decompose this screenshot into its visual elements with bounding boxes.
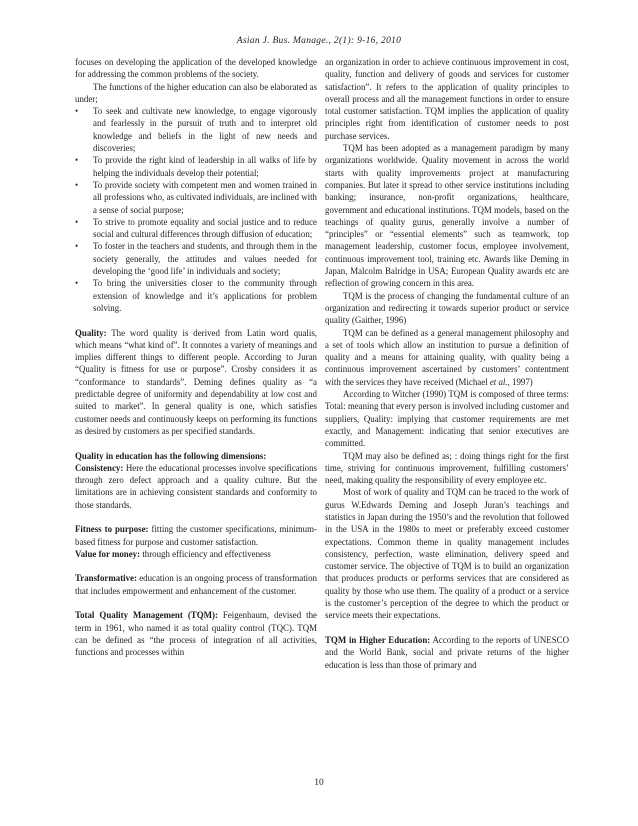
bullet-icon: • <box>75 278 79 289</box>
consistency-paragraph: Consistency: Here the educational processes involve specifications through zero defect approach and a quality culture. But the limitations are in achieving consistent standards and conformity to those standards. <box>75 462 317 510</box>
intro-paragraph: focuses on developing the application of the developed knowledge for addressing the common problems of the society. <box>75 57 317 80</box>
tqm-paradigm-paragraph: TQM has been adopted as a management paradigm by many organizations worldwide. Quality movement in across the world starts with quality improvements project at manufacturing companies. But later it spread to other service institutions including banking; insurance, non-profit organizations, healthcare, government and educational institutions. TQM models, based on the teachings of quality gurus, generally involve a number of “principles” or “essential elements” such as teamwork, top management leadership, customer focus, employee involvement, continuous improvement tool, training etc. Awards like Deming in Japan, Malcolm Balridge in USA; European Quality awards etc are reflection of growing concern in this area. <box>325 143 569 289</box>
bullet-icon: • <box>75 179 79 190</box>
left-column <box>75 56 317 659</box>
tqm-term: Total Quality Management (TQM): <box>75 610 218 621</box>
functions-intro: The functions of the higher education can also be elaborated as under; <box>75 81 317 104</box>
tqm-higher-education-paragraph: TQM in Higher Education: According to the reports of UNESCO and the World Bank, social and private returns of the higher education is less than those of primary and <box>325 634 569 670</box>
functions-list <box>75 105 317 314</box>
value-term: Value for money: <box>75 548 141 559</box>
quality-dimensions-heading: Quality in education has the following dimensions: <box>75 450 267 461</box>
tqm-definition-paragraph: TQM can be defined as a general management philosophy and a set of tools which allow an institution to pursue a definition of quality and a means for attaining quality, with quality being a continuous improvement ascertained by customers’ contentment with the services they have received (Michael et al., 1997) <box>325 327 569 387</box>
consistency-term: Consistency: <box>75 462 124 473</box>
tqm-higher-education-term: TQM in Higher Education: <box>325 634 431 645</box>
tqm-culture-paragraph: TQM is the process of changing the fundamental culture of an organization and redirecting it towards superior product or service quality (Gaither, 1996) <box>325 290 569 326</box>
fitness-term: Fitness to purpose: <box>75 524 149 535</box>
bullet-icon: • <box>75 216 79 227</box>
witcher-paragraph: According to Witcher (1990) TQM is composed of three terms: Total: meaning that every person is involved including customer and suppliers, Quality: implying that customer requirements are met exactly, and Management: indicating that senior executives are committed. <box>325 389 569 449</box>
list-item: • To provide the right kind of leadership in all walks of life by helping the individuals develop their potential; <box>75 155 317 178</box>
bullet-icon: • <box>75 155 79 166</box>
list-item: • To seek and cultivate new knowledge, to engage vigorously and fearlessly in the pursuit of truth and to interpret old knowledge and beliefs in the light of new needs and discoveries; <box>75 106 317 154</box>
transformative-term: Transformative: <box>75 573 137 584</box>
tqm-continuation-paragraph: an organization in order to achieve continuous improvement in cost, quality, function and delivery of goods and services for customer satisfaction”. It refers to the application of quality principles to overall process and all the management functions in order to ensure total customer satisfaction. TQM implies the application of quality principles right from identification of customer needs to post purchase services. <box>325 57 569 141</box>
transformative-paragraph: Transformative: education is an ongoing process of transformation that includes empowerment and enhancement of the customer. <box>75 573 317 596</box>
fitness-paragraph: Fitness to purpose: fitting the customer specifications, minimum-based fitness for purpose and customer satisfaction. <box>75 524 317 547</box>
list-item: • To foster in the teachers and students, and through them in the society generally, the attitudes and values needed for developing the ‘good life’ in individuals and society; <box>75 241 317 277</box>
quality-term: Quality: <box>75 327 107 338</box>
tqm-paragraph: Total Quality Management (TQM): Feigenbaum, devised the term in 1961, who named it as total quality control (TQC). TQM can be defined as “the process of integration of all activities, functions and processes within <box>75 610 317 658</box>
list-item: • To provide society with competent men and women trained in all professions who, as cultivated individuals, are inclined with a sense of social purpose; <box>75 179 317 215</box>
quality-paragraph: Quality: The word quality is derived from Latin word qualis, which means “what kind of”. It connotes a variety of meanings and implies different things to different people. According to Juran “Quality is fitness for use or purpose”. Crosby considers it as “conformance to standards”. Deming defines quality as “a predictable degree of uniformity and dependability at low cost and suited to market”. In general quality is one, which satisfies customer needs and continuously keeps on performing its functions as desired by customers as per specified standards. <box>75 327 317 436</box>
page-number: 10 <box>314 778 324 788</box>
gurus-paragraph: Most of work of quality and TQM can be traced to the work of gurus W.Edwards Deming and Joseph Juran’s teachings and statistics in Japan during the 1950’s and the revolution that followed in the USA in the 1980s to meet or preferably exceed customer expectations. Common theme in quality management includes consistency, perfection, waste elimination, delivery speed and customer service. The objective of TQM is to build an organization that produces products or performs services that are considered as quality by those who use them. The quality of a product or a service is the customer’s perception of the degree to which the product or service meets their expectations. <box>325 487 569 621</box>
tqm-alt-definition-paragraph: TQM may also be defined as; : doing things right for the first time, striving for continuous improvement, fulfilling customers’ need, making quality the responsibility of every employee etc. <box>325 450 569 486</box>
bullet-icon: • <box>75 106 79 117</box>
list-item: • To strive to promote equality and social justice and to reduce social and cultural differences through diffusion of education; <box>75 216 317 240</box>
running-header: Asian J. Bus. Manage., 2(1): 9-16, 2010 <box>236 36 402 46</box>
bullet-icon: • <box>75 241 79 252</box>
list-item: • To bring the universities closer to the community through extension of knowledge and it’s applications for problem solving. <box>75 278 317 313</box>
value-paragraph: Value for money: through efficiency and effectiveness <box>75 548 271 559</box>
right-column <box>325 56 569 671</box>
